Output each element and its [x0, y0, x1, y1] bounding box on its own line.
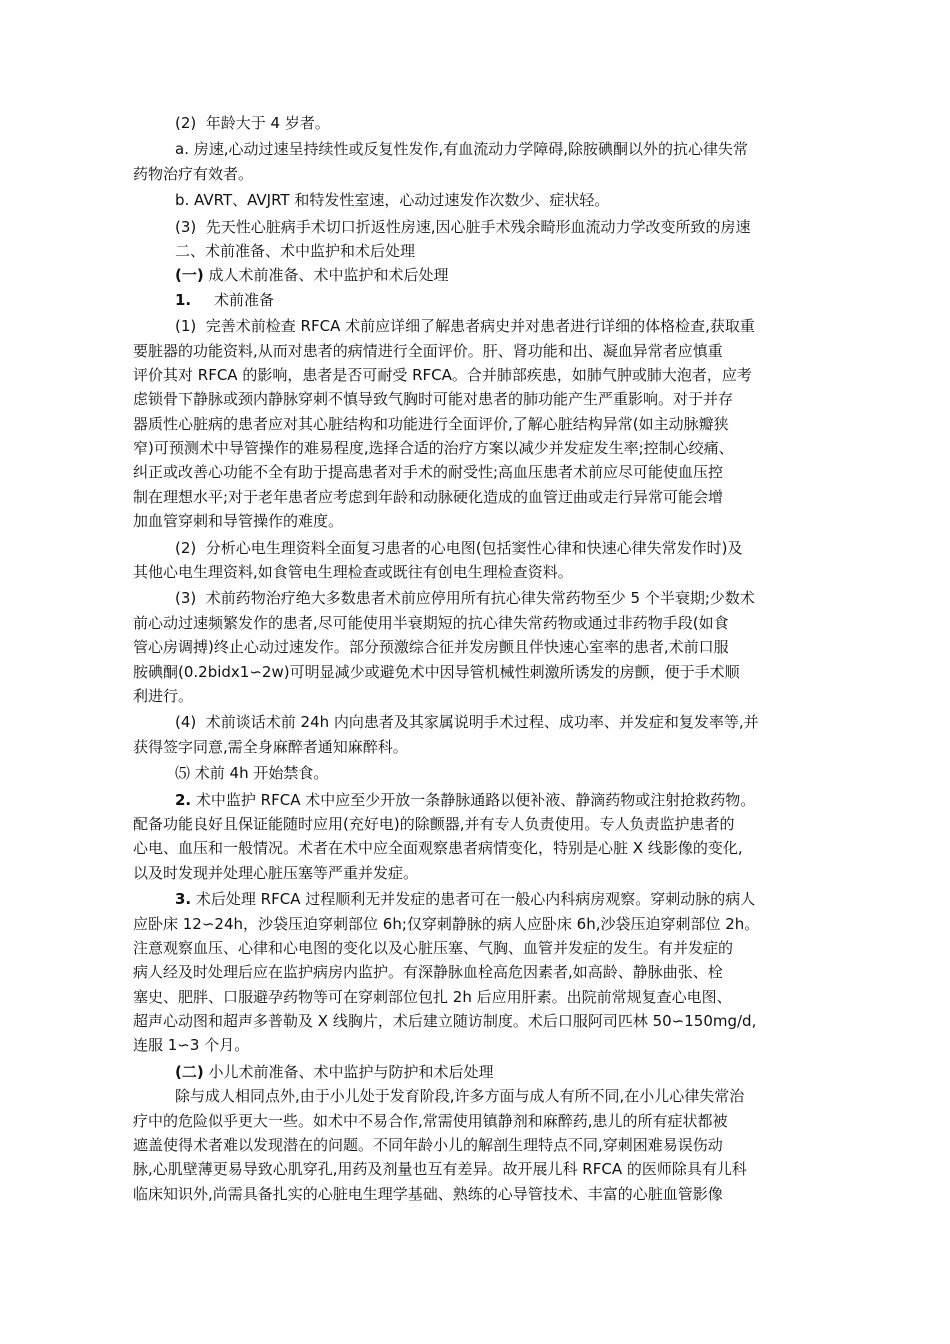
- item-number: 3.: [175, 890, 192, 909]
- text-line: 临床知识外,尚需具备扎实的心脏电生理学基础、熟练的心导管技术、丰富的心脏血管影像: [133, 1184, 723, 1203]
- text-line: [0, 887, 950, 911]
- text-line: (3) 先天性心脏病手术切口折返性房速,因心脏手术残余畸形血流动力学改变所致的房速: [175, 217, 751, 236]
- text-line: 除与成人相同点外,由于小儿处于发育阶段,许多方面与成人有所不同,在小儿心律失常治: [175, 1087, 745, 1106]
- heading-number: (二): [175, 1062, 204, 1081]
- text-line: 纠正或改善心功能不全有助于提高患者对手术的耐受性;高血压患者术前应尽可能使血压控: [133, 463, 724, 482]
- text-line: 疗中的危险似乎更大一些。如术中不易合作,常需使用镇静剂和麻醉药,患儿的所有症状都被: [133, 1111, 728, 1130]
- text-line: a. 房速,心动过速呈持续性或反复性发作,有血流动力学障碍,除胺碘酮以外的抗心律失常: [175, 140, 749, 159]
- text-line: 加血管穿刺和导管操作的难度。: [133, 512, 344, 531]
- text-line: 遮盖使得术者难以发现潜在的问题。不同年龄小儿的解剖生理特点不同,穿刺困难易误伤动: [133, 1136, 723, 1155]
- heading-text: 术前准备: [214, 290, 275, 309]
- item-heading: [0, 288, 950, 312]
- text-line: 虑锁骨下静脉或颈内静脉穿刺不慎导致气胸时可能对患者的肺功能产生严重影响。对于并存: [133, 390, 734, 409]
- text-line: [0, 788, 950, 812]
- text-line: (4) 术前谈话术前 24h 内向患者及其家属说明手术过程、成功率、并发症和复发率等,并: [175, 713, 759, 732]
- heading-text: 小儿术前准备、术中监护与防护和术后处理: [203, 1062, 494, 1081]
- text-line: 器质性心脏病的患者应对其心脏结构和功能进行全面评价,了解心脏结构异常(如主动脉瓣狭: [133, 414, 729, 433]
- text-line: 窄)可预测术中导管操作的难易程度,选择合适的治疗方案以减少并发症发生率;控制心绞痛、: [133, 439, 734, 458]
- text-line: 药物治疗有效者。: [133, 164, 254, 183]
- text-line: 其他心电生理资料,如食管电生理检查或既往有创电生理检查资料。: [133, 563, 573, 582]
- text-line: 以及时发现并处理心脏压塞等严重并发症。: [133, 863, 419, 882]
- text-line: 利进行。: [133, 686, 194, 705]
- text-line: 制在理想水平;对于老年患者应考虑到年龄和动脉硬化造成的血管迂曲或走行异常可能会增: [133, 487, 724, 506]
- subsection-heading: [0, 1060, 950, 1084]
- text-line: 配备功能良好且保证能随时应用(充好电)的除颤器,并有专人负责使用。专人负责监护患者的: [133, 814, 735, 833]
- document-body: [0, 111, 950, 1206]
- text-line: 评价其对 RFCA 的影响，患者是否可耐受 RFCA。合并肺部疾患，如肺气肿或肺大泡者，应考: [133, 365, 752, 384]
- text-line: ⑸ 术前 4h 开始禁食。: [175, 764, 329, 783]
- text-line: 连服 1∽3 个月。: [133, 1036, 250, 1055]
- heading-number: 1.: [175, 290, 192, 309]
- text-line: 前心动过速频繁发作的患者,尽可能使用半衰期短的抗心律失常药物或通过非药物手段(如食: [133, 613, 729, 632]
- text-line: (1) 完善术前检查 RFCA 术前应详细了解患者病史并对患者进行详细的体格检查,获取重: [175, 317, 755, 336]
- text-line: (2) 分析心电生理资料全面复习患者的心电图(包括窦性心律和快速心律失常发作时)及: [175, 538, 743, 557]
- text-line: 塞史、肥胖、口服避孕药物等可在穿刺部位包扎 2h 后应用肝素。出院前常规复查心电图、: [133, 987, 732, 1006]
- text-line: 病人经及时处理后应在监护病房内监护。有深静脉血栓高危因素者,如高龄、静脉曲张、栓: [133, 963, 723, 982]
- item-text: 术后处理 RFCA 过程顺利无并发症的患者可在一般心内科病房观察。穿刺动脉的病人: [191, 890, 756, 909]
- text-line: 要脏器的功能资料,从而对患者的病情进行全面评价。肝、肾功能和出、凝血异常者应慎重: [133, 341, 723, 360]
- subsection-heading: [0, 263, 950, 287]
- text-line: 获得签字同意,需全身麻醉者通知麻醉科。: [133, 737, 408, 756]
- text-line: b. AVRT、AVJRT 和特发性室速，心动过速发作次数少、症状轻。: [175, 191, 610, 210]
- text-line: 脉,心肌壁薄更易导致心肌穿孔,用药及剂量也互有差异。故开展儿科 RFCA 的医师除具有儿科: [133, 1160, 747, 1179]
- section-heading: 二、术前准备、术中监护和术后处理: [175, 241, 416, 260]
- text-line: 胺碘酮(0.2bidx1∽2w)可明显减少或避免术中因导管机械性刺激所诱发的房颤，便于手术顺: [133, 662, 740, 681]
- text-line: 心电、血压和一般情况。术者在术中应全面观察患者病情变化，特别是心脏 X 线影像的变化,: [133, 839, 743, 858]
- item-number: 2.: [175, 790, 192, 809]
- text-line: 管心房调搏)终止心动过速发作。部分预激综合征并发房颤且伴快速心室率的患者,术前口服: [133, 638, 729, 657]
- item-text: 术中监护 RFCA 术中应至少开放一条静脉通路以便补液、静滴药物或注射抢救药物。: [191, 790, 756, 809]
- heading-number: (一): [175, 266, 204, 285]
- heading-text: 成人术前准备、术中监护和术后处理: [203, 266, 449, 285]
- text-line: 超声心动图和超声多普勒及 X 线胸片，术后建立随访制度。术后口服阿司匹林 50∽150mg/d,: [133, 1012, 757, 1031]
- text-line: (3) 术前药物治疗绝大多数患者术前应停用所有抗心律失常药物至少 5 个半衰期;少数术: [175, 589, 755, 608]
- text-line: (2) 年龄大于 4 岁者。: [175, 114, 330, 132]
- text-line: 应卧床 12∽24h，沙袋压迫穿刺部位 6h;仅穿刺静脉的病人应卧床 6h,沙袋压迫穿刺部位 2h。: [133, 914, 760, 933]
- text-line: 注意观察血压、心律和心电图的变化以及心脏压塞、气胸、血管并发症的发生。有并发症的: [133, 938, 734, 957]
